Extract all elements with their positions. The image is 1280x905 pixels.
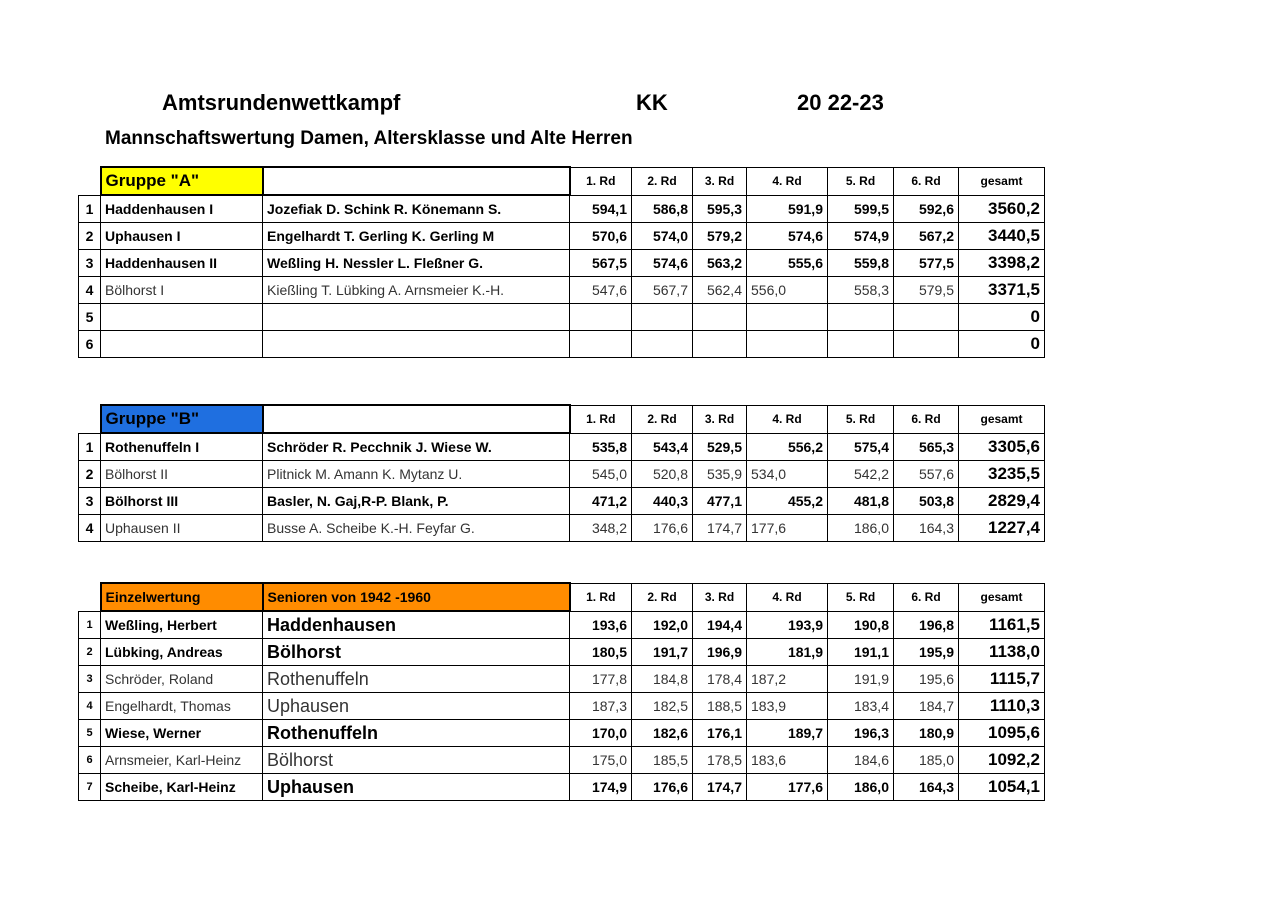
table-row (79, 666, 1045, 693)
round-5-cell: 574,9 (828, 223, 894, 250)
round-4-cell: 177,6 (747, 774, 828, 801)
round-4-cell (747, 304, 828, 331)
total-cell: 1110,3 (959, 693, 1045, 720)
table-row (79, 250, 1045, 277)
total-cell: 1115,7 (959, 666, 1045, 693)
round-header-1: 1. Rd (570, 583, 632, 611)
rank-cell: 7 (79, 774, 101, 801)
group-category (263, 167, 570, 195)
round-1-cell: 471,2 (570, 488, 632, 515)
round-1-cell: 193,6 (570, 611, 632, 639)
round-1-cell: 180,5 (570, 639, 632, 666)
name-cell: Engelhardt, Thomas (101, 693, 263, 720)
rank-cell: 6 (79, 747, 101, 774)
total-cell: 1095,6 (959, 720, 1045, 747)
round-6-cell: 557,6 (894, 461, 959, 488)
round-4-cell: 556,2 (747, 433, 828, 461)
rank-cell: 1 (79, 611, 101, 639)
einzel-table (78, 582, 1045, 801)
round-6-cell: 185,0 (894, 747, 959, 774)
group-label: Gruppe "B" (101, 405, 263, 433)
table-row (79, 611, 1045, 639)
round-2-cell (632, 304, 693, 331)
rank-header-blank (79, 583, 101, 611)
round-1-cell: 174,9 (570, 774, 632, 801)
group-category (263, 405, 570, 433)
members-cell (263, 331, 570, 358)
rank-cell: 4 (79, 277, 101, 304)
round-header-2: 2. Rd (632, 167, 693, 195)
name-cell: Arnsmeier, Karl-Heinz (101, 747, 263, 774)
round-6-cell: 503,8 (894, 488, 959, 515)
club-cell: Bölhorst (263, 747, 570, 774)
name-cell: Scheibe, Karl-Heinz (101, 774, 263, 801)
round-4-cell: 556,0 (747, 277, 828, 304)
round-3-cell: 562,4 (693, 277, 747, 304)
round-4-cell: 187,2 (747, 666, 828, 693)
round-2-cell: 192,0 (632, 611, 693, 639)
members-cell (263, 304, 570, 331)
round-6-cell: 164,3 (894, 515, 959, 542)
round-4-cell: 189,7 (747, 720, 828, 747)
round-header-1: 1. Rd (570, 167, 632, 195)
table-row (79, 693, 1045, 720)
round-4-cell: 534,0 (747, 461, 828, 488)
round-header-6: 6. Rd (894, 167, 959, 195)
team-cell: Haddenhausen I (101, 195, 263, 223)
round-4-cell: 455,2 (747, 488, 828, 515)
round-5-cell: 190,8 (828, 611, 894, 639)
round-3-cell (693, 304, 747, 331)
round-2-cell: 543,4 (632, 433, 693, 461)
table-row (79, 304, 1045, 331)
total-cell: 1054,1 (959, 774, 1045, 801)
club-cell: Haddenhausen (263, 611, 570, 639)
round-1-cell: 535,8 (570, 433, 632, 461)
table-row (79, 277, 1045, 304)
total-cell: 1092,2 (959, 747, 1045, 774)
total-header: gesamt (959, 167, 1045, 195)
members-cell: Kießling T. Lübking A. Arnsmeier K.-H. (263, 277, 570, 304)
round-3-cell: 178,4 (693, 666, 747, 693)
rank-cell: 3 (79, 666, 101, 693)
round-5-cell (828, 304, 894, 331)
total-cell: 3371,5 (959, 277, 1045, 304)
total-cell: 3305,6 (959, 433, 1045, 461)
rank-cell: 5 (79, 720, 101, 747)
table-row (79, 515, 1045, 542)
round-3-cell: 194,4 (693, 611, 747, 639)
round-2-cell: 586,8 (632, 195, 693, 223)
round-2-cell: 182,6 (632, 720, 693, 747)
round-header-3: 3. Rd (693, 583, 747, 611)
club-cell: Uphausen (263, 693, 570, 720)
rank-cell: 6 (79, 331, 101, 358)
name-cell: Lübking, Andreas (101, 639, 263, 666)
header-row (79, 405, 1045, 433)
round-3-cell: 178,5 (693, 747, 747, 774)
round-6-cell (894, 304, 959, 331)
round-1-cell: 570,6 (570, 223, 632, 250)
table-row (79, 720, 1045, 747)
round-1-cell: 547,6 (570, 277, 632, 304)
round-3-cell: 196,9 (693, 639, 747, 666)
round-4-cell: 181,9 (747, 639, 828, 666)
round-2-cell: 567,7 (632, 277, 693, 304)
rank-cell: 4 (79, 515, 101, 542)
round-4-cell: 193,9 (747, 611, 828, 639)
table-row (79, 747, 1045, 774)
round-1-cell: 170,0 (570, 720, 632, 747)
round-2-cell: 185,5 (632, 747, 693, 774)
season-label: 20 22-23 (797, 90, 884, 115)
round-1-cell: 545,0 (570, 461, 632, 488)
round-header-1: 1. Rd (570, 405, 632, 433)
round-1-cell (570, 304, 632, 331)
round-5-cell (828, 331, 894, 358)
round-3-cell (693, 331, 747, 358)
round-header-4: 4. Rd (747, 167, 828, 195)
rank-cell: 1 (79, 195, 101, 223)
team-cell: Bölhorst III (101, 488, 263, 515)
page-title: Amtsrundenwettkampf (162, 90, 401, 115)
members-cell: Jozefiak D. Schink R. Könemann S. (263, 195, 570, 223)
rank-cell: 3 (79, 250, 101, 277)
table-row (79, 488, 1045, 515)
round-6-cell (894, 331, 959, 358)
round-2-cell: 176,6 (632, 774, 693, 801)
round-4-cell (747, 331, 828, 358)
round-6-cell: 567,2 (894, 223, 959, 250)
header-row (79, 583, 1045, 611)
round-2-cell: 440,3 (632, 488, 693, 515)
total-cell: 1227,4 (959, 515, 1045, 542)
round-header-2: 2. Rd (632, 405, 693, 433)
total-cell: 3440,5 (959, 223, 1045, 250)
round-header-5: 5. Rd (828, 167, 894, 195)
round-5-cell: 575,4 (828, 433, 894, 461)
round-3-cell: 595,3 (693, 195, 747, 223)
round-header-5: 5. Rd (828, 583, 894, 611)
round-header-3: 3. Rd (693, 167, 747, 195)
table-row (79, 223, 1045, 250)
members-cell: Busse A. Scheibe K.-H. Feyfar G. (263, 515, 570, 542)
name-cell: Weßling, Herbert (101, 611, 263, 639)
total-cell: 3398,2 (959, 250, 1045, 277)
table-row (79, 195, 1045, 223)
table-row (79, 461, 1045, 488)
round-4-cell: 177,6 (747, 515, 828, 542)
round-header-2: 2. Rd (632, 583, 693, 611)
club-cell: Uphausen (263, 774, 570, 801)
round-2-cell: 184,8 (632, 666, 693, 693)
round-5-cell: 196,3 (828, 720, 894, 747)
rank-cell: 2 (79, 223, 101, 250)
round-5-cell: 558,3 (828, 277, 894, 304)
round-1-cell: 348,2 (570, 515, 632, 542)
round-6-cell: 577,5 (894, 250, 959, 277)
club-cell: Bölhorst (263, 639, 570, 666)
round-6-cell: 164,3 (894, 774, 959, 801)
round-4-cell: 574,6 (747, 223, 828, 250)
rank-cell: 1 (79, 433, 101, 461)
round-3-cell: 563,2 (693, 250, 747, 277)
members-cell: Weßling H. Nessler L. Fleßner G. (263, 250, 570, 277)
total-cell: 2829,4 (959, 488, 1045, 515)
round-2-cell: 574,6 (632, 250, 693, 277)
name-cell: Wiese, Werner (101, 720, 263, 747)
round-4-cell: 183,6 (747, 747, 828, 774)
round-1-cell: 567,5 (570, 250, 632, 277)
round-header-6: 6. Rd (894, 583, 959, 611)
round-1-cell: 187,3 (570, 693, 632, 720)
members-cell: Plitnick M. Amann K. Mytanz U. (263, 461, 570, 488)
members-cell: Schröder R. Pecchnik J. Wiese W. (263, 433, 570, 461)
round-1-cell: 175,0 (570, 747, 632, 774)
round-2-cell (632, 331, 693, 358)
total-header: gesamt (959, 583, 1045, 611)
round-header-5: 5. Rd (828, 405, 894, 433)
round-3-cell: 529,5 (693, 433, 747, 461)
club-cell: Rothenuffeln (263, 720, 570, 747)
header-row (79, 167, 1045, 195)
round-2-cell: 191,7 (632, 639, 693, 666)
round-header-4: 4. Rd (747, 405, 828, 433)
round-3-cell: 535,9 (693, 461, 747, 488)
total-cell: 1138,0 (959, 639, 1045, 666)
round-6-cell: 565,3 (894, 433, 959, 461)
team-cell (101, 331, 263, 358)
round-5-cell: 559,8 (828, 250, 894, 277)
team-cell: Uphausen I (101, 223, 263, 250)
round-5-cell: 186,0 (828, 515, 894, 542)
round-2-cell: 182,5 (632, 693, 693, 720)
total-cell: 1161,5 (959, 611, 1045, 639)
round-3-cell: 188,5 (693, 693, 747, 720)
round-1-cell: 177,8 (570, 666, 632, 693)
round-6-cell: 180,9 (894, 720, 959, 747)
group-b-table (78, 404, 1045, 542)
table-row (79, 433, 1045, 461)
club-cell: Rothenuffeln (263, 666, 570, 693)
rank-header-blank (79, 405, 101, 433)
round-3-cell: 579,2 (693, 223, 747, 250)
round-3-cell: 477,1 (693, 488, 747, 515)
rank-cell: 3 (79, 488, 101, 515)
round-1-cell: 594,1 (570, 195, 632, 223)
total-cell: 0 (959, 331, 1045, 358)
round-header-6: 6. Rd (894, 405, 959, 433)
total-cell: 0 (959, 304, 1045, 331)
page-subtitle: Mannschaftswertung Damen, Altersklasse und Alte Herren (105, 128, 633, 149)
team-cell: Uphausen II (101, 515, 263, 542)
total-cell: 3235,5 (959, 461, 1045, 488)
round-6-cell: 196,8 (894, 611, 959, 639)
name-cell: Schröder, Roland (101, 666, 263, 693)
round-3-cell: 174,7 (693, 774, 747, 801)
total-cell: 3560,2 (959, 195, 1045, 223)
group-category: Senioren von 1942 -1960 (263, 583, 570, 611)
round-3-cell: 174,7 (693, 515, 747, 542)
round-2-cell: 574,0 (632, 223, 693, 250)
group-a-table (78, 166, 1045, 358)
round-3-cell: 176,1 (693, 720, 747, 747)
round-5-cell: 191,1 (828, 639, 894, 666)
members-cell: Basler, N. Gaj,R-P. Blank, P. (263, 488, 570, 515)
round-5-cell: 481,8 (828, 488, 894, 515)
rank-cell: 2 (79, 639, 101, 666)
round-6-cell: 195,9 (894, 639, 959, 666)
round-1-cell (570, 331, 632, 358)
round-2-cell: 176,6 (632, 515, 693, 542)
round-5-cell: 599,5 (828, 195, 894, 223)
table-row (79, 774, 1045, 801)
round-5-cell: 186,0 (828, 774, 894, 801)
rank-cell: 2 (79, 461, 101, 488)
table-row (79, 639, 1045, 666)
total-header: gesamt (959, 405, 1045, 433)
rank-header-blank (79, 167, 101, 195)
team-cell: Bölhorst II (101, 461, 263, 488)
round-6-cell: 579,5 (894, 277, 959, 304)
round-4-cell: 555,6 (747, 250, 828, 277)
rank-cell: 5 (79, 304, 101, 331)
team-cell: Haddenhausen II (101, 250, 263, 277)
round-5-cell: 542,2 (828, 461, 894, 488)
rank-cell: 4 (79, 693, 101, 720)
team-cell: Rothenuffeln I (101, 433, 263, 461)
group-label: Einzelwertung (101, 583, 263, 611)
round-header-3: 3. Rd (693, 405, 747, 433)
team-cell: Bölhorst I (101, 277, 263, 304)
round-5-cell: 191,9 (828, 666, 894, 693)
round-2-cell: 520,8 (632, 461, 693, 488)
round-5-cell: 184,6 (828, 747, 894, 774)
members-cell: Engelhardt T. Gerling K. Gerling M (263, 223, 570, 250)
round-header-4: 4. Rd (747, 583, 828, 611)
round-5-cell: 183,4 (828, 693, 894, 720)
round-6-cell: 184,7 (894, 693, 959, 720)
team-cell (101, 304, 263, 331)
round-4-cell: 591,9 (747, 195, 828, 223)
round-6-cell: 592,6 (894, 195, 959, 223)
group-label: Gruppe "A" (101, 167, 263, 195)
table-row (79, 331, 1045, 358)
discipline-label: KK (636, 90, 668, 115)
round-6-cell: 195,6 (894, 666, 959, 693)
round-4-cell: 183,9 (747, 693, 828, 720)
